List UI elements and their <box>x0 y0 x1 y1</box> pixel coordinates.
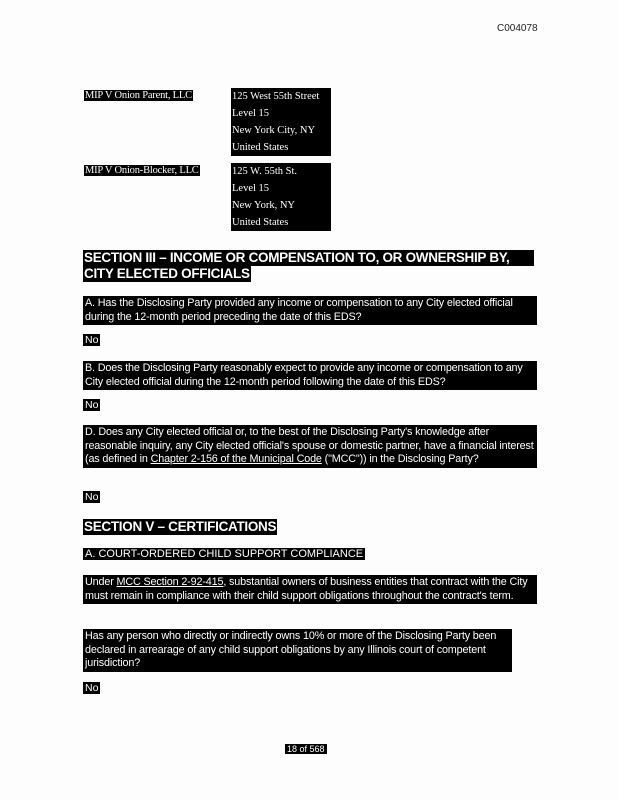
child-support-paragraph: Under MCC Section 2-92-415, substantial owners of business entities that contract with the City must remain in compliance with their child support obligations throughout the contract's term. <box>83 575 537 604</box>
document-id: C004078 <box>497 23 538 34</box>
address-line: New York, NY <box>232 200 296 211</box>
arrearage-question: Has any person who directly or indirectly owns 10% or more of the Disclosing Party been declared in arrearage of any child support obligations by any Illinois court of competent jurisdiction? <box>83 629 512 672</box>
question-b: B. Does the Disclosing Party reasonably expect to provide any income or compensation to any City elected official during the 12-month period following the date of this EDS? <box>83 361 537 390</box>
address-line: United States <box>232 142 289 153</box>
municipal-code-link[interactable]: Chapter 2-156 of the Municipal Code <box>150 453 322 465</box>
address-line: United States <box>232 217 289 228</box>
address-line: Level 15 <box>232 183 270 194</box>
arrearage-answer: No <box>85 682 99 694</box>
mcc-section-link[interactable]: MCC Section 2-92-415 <box>116 576 224 588</box>
answer-b: No <box>85 399 99 411</box>
entity-address-2 <box>231 163 331 231</box>
page-number: 18 of 568 <box>287 744 325 754</box>
entity-name-2: MIP V Onion-Blocker, LLC <box>85 165 199 176</box>
answer-d: No <box>85 491 99 503</box>
address-line: 125 West 55th Street <box>232 91 320 102</box>
section-5-heading: SECTION V – CERTIFICATIONS <box>84 519 277 534</box>
answer-a: No <box>85 334 99 346</box>
entity-address-1 <box>231 88 331 156</box>
address-line: Level 15 <box>232 108 270 119</box>
address-line: New York City, NY <box>232 125 316 136</box>
section-3-heading: SECTION III – INCOME OR COMPENSATION TO, OR OWNERSHIP BY, CITY ELECTED OFFICIALS <box>83 250 534 282</box>
child-support-subheading: A. COURT-ORDERED CHILD SUPPORT COMPLIANCE <box>85 548 364 560</box>
address-line: 125 W. 55th St. <box>232 166 298 177</box>
question-a: A. Has the Disclosing Party provided any income or compensation to any City elected official during the 12-month period preceding the date of this EDS? <box>83 296 537 325</box>
question-d: D. Does any City elected official or, to the best of the Disclosing Party's knowledge after reasonable inquiry, any City elected official's spouse or domestic partner, have a financial interest (as defined in Chapter 2-156 of the Municipal Code ("MCC")) in the Disclosing Party? <box>83 425 537 468</box>
entity-name-1: MIP V Onion Parent, LLC <box>85 90 192 101</box>
